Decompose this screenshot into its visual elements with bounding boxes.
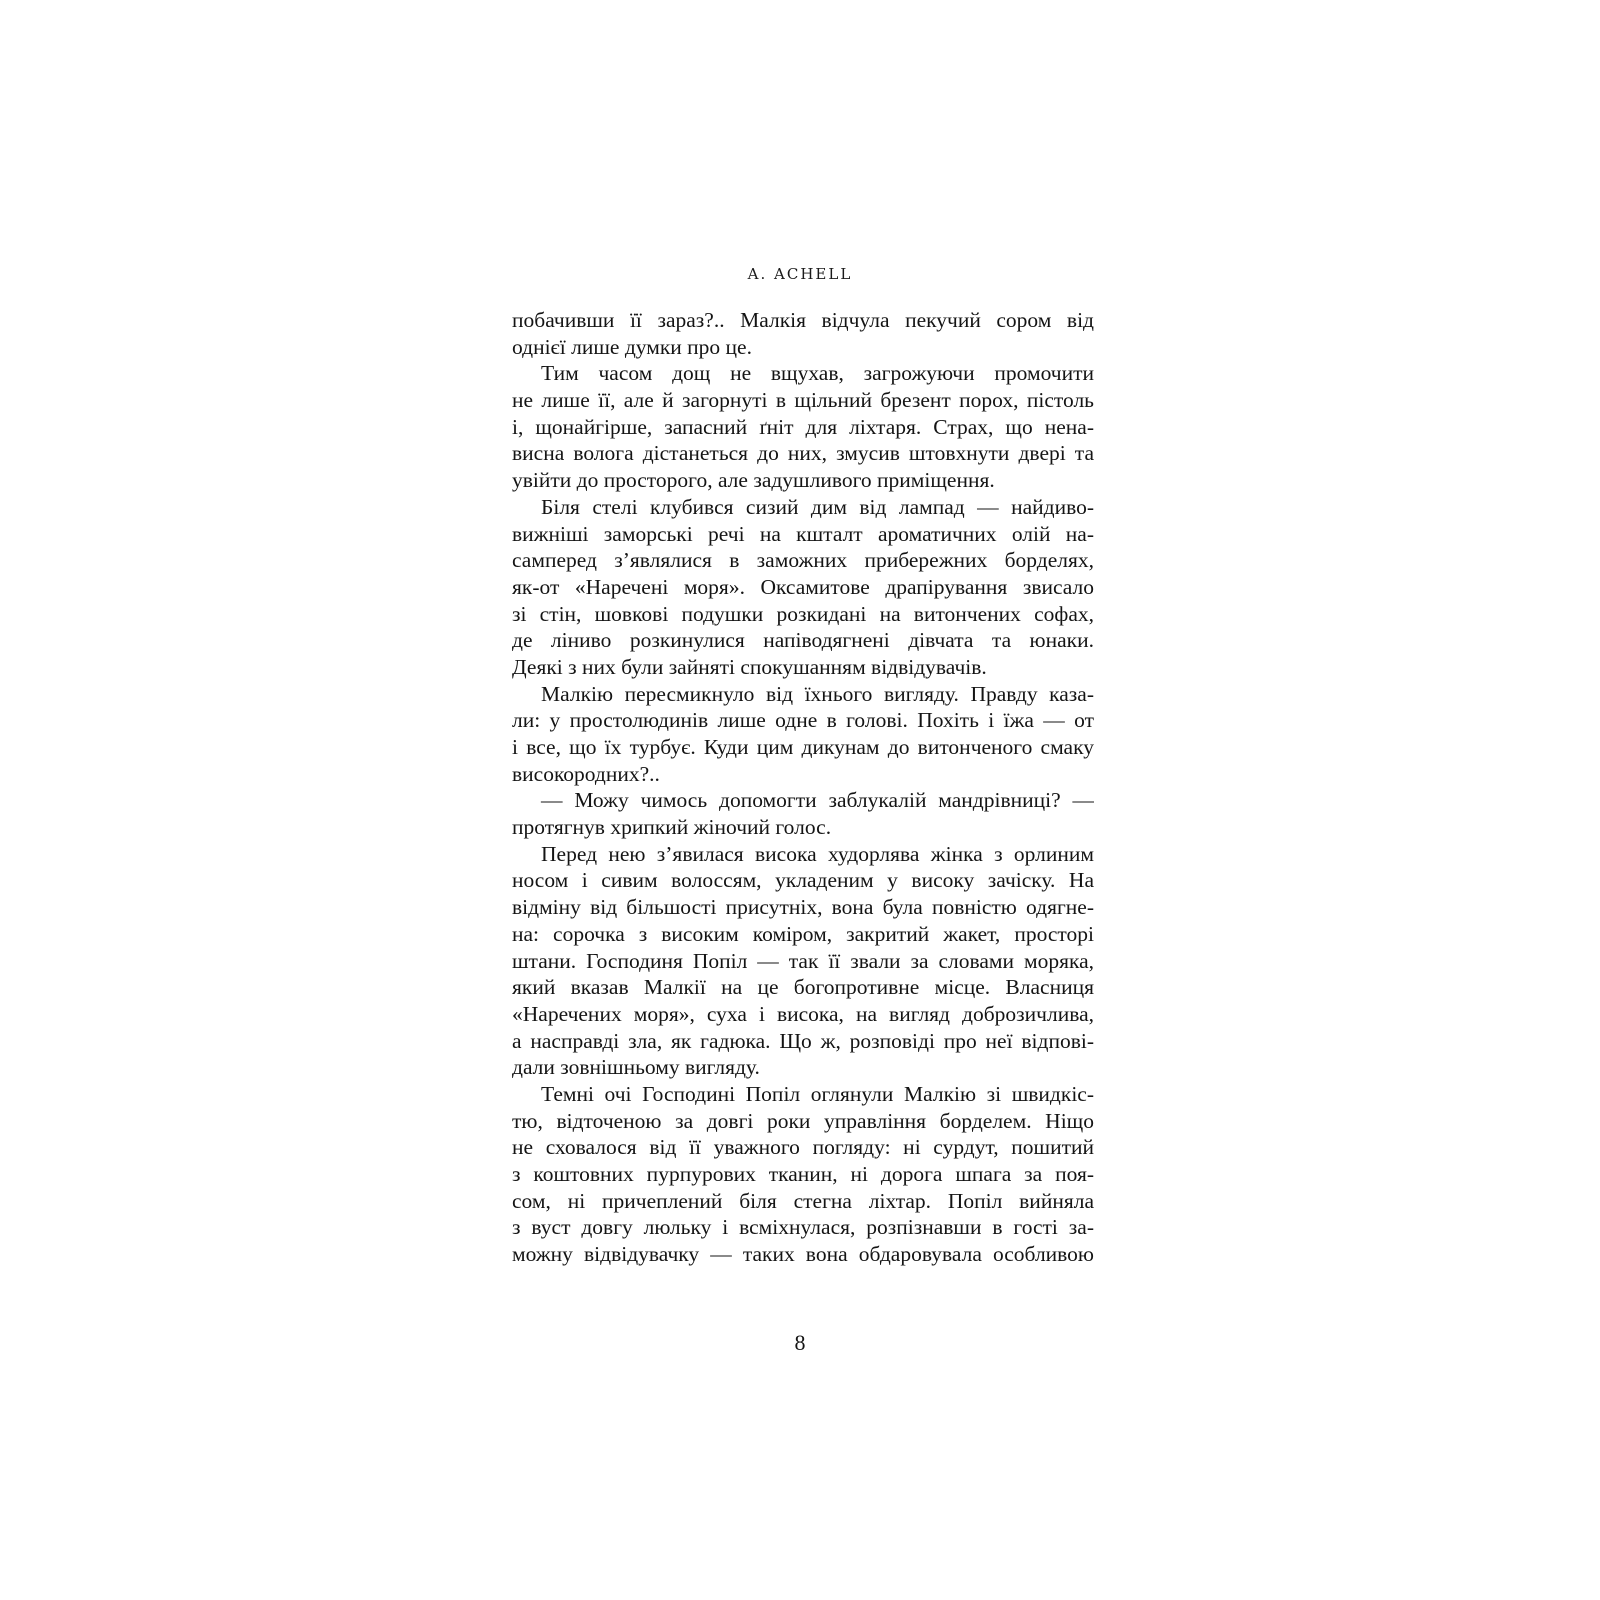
page-number: 8	[794, 1330, 806, 1355]
text-line: протягнув хрипкий жіночий голос.	[512, 815, 832, 840]
text-line: Тим часом дощ не вщухав, загрожуючи промочити	[541, 361, 1094, 386]
text-line: Малкію пересмикнуло від їхнього вигляду. Правду каза-	[541, 681, 1094, 706]
text-line: дали зовнішньому вигляду.	[512, 1055, 760, 1080]
text-line: сом, ні причеплений біля стегна ліхтар. Попіл вийняла	[512, 1188, 1094, 1213]
text-line: відміну від більшості присутніх, вона була повністю одягне-	[512, 895, 1094, 920]
text-line: і, щонайгірше, запасний ґніт для ліхтаря. Страх, що нена-	[512, 414, 1094, 439]
text-line: Біля стелі клубився сизий дим від лампад — найдиво-	[541, 494, 1094, 519]
text-line: зі стін, шовкові подушки розкидані на витончених софах,	[512, 601, 1094, 626]
text-line: не лише її, але й загорнуті в щільний брезент порох, пістоль	[512, 388, 1094, 413]
text-line: Перед нею з’явилася висока худорлява жінка з орлиним	[541, 841, 1094, 866]
text-line: — Можу чимось допомогти заблукалій мандрівниці? —	[541, 788, 1094, 813]
text-line: на: сорочка з високим коміром, закритий жакет, просторі	[512, 921, 1094, 946]
text-line: штани. Господиня Попіл — так її звали за словами моряка,	[512, 948, 1094, 973]
text-line: не сховалося від її уважного погляду: ні сурдут, пошитий	[512, 1135, 1094, 1160]
text-line: увійти до просторого, але задушливого приміщення.	[512, 468, 995, 493]
text-line: а насправді зла, як гадюка. Що ж, розповіді про неї відпові-	[512, 1028, 1094, 1053]
text-line: і все, що їх турбує. Куди цим дикунам до витонченого смаку	[512, 735, 1094, 759]
text-line: високородних?..	[512, 761, 660, 786]
text-line: висна волога дістанеться до них, змусив штовхнути двері та	[512, 441, 1094, 466]
text-line: носом і сивим волоссям, укладеним у високу зачіску. На	[512, 868, 1094, 893]
text-line: самперед з’являлися в заможних прибережних борделях,	[512, 548, 1094, 573]
text-line: з коштовних пурпурових тканин, ні дорога шпага за поя-	[512, 1162, 1094, 1186]
text-line: тю, відточеною за довгі роки управління борделем. Ніщо	[512, 1108, 1094, 1133]
text-line: з вуст довгу люльку і всміхнулася, розпізнавши в гості за-	[512, 1215, 1094, 1240]
text-line: ли: у простолюдинів лише одне в голові. Похіть і їжа — от	[512, 708, 1094, 733]
text-line: вижніші заморські речі на кшталт ароматичних олій на-	[512, 521, 1094, 546]
text-line: однієї лише думки про це.	[512, 334, 752, 359]
text-line: побачивши її зараз?.. Малкія відчула пекучий сором від	[512, 308, 1094, 332]
text-line: «Наречених моря», суха і висока, на вигляд доброзичлива,	[512, 1001, 1094, 1026]
text-line: який вказав Малкії на це богопротивне місце. Власниця	[512, 975, 1094, 1000]
running-head: A. ACHELL	[747, 265, 853, 283]
text-line: можну відвідувачку — таких вона обдаровувала особливою	[512, 1242, 1094, 1267]
text-line: Темні очі Господині Попіл оглянули Малкію зі швидкіс-	[541, 1081, 1094, 1106]
text-line: де ліниво розкинулися напіводягнені дівчата та юнаки.	[512, 628, 1094, 653]
text-line: Деякі з них були зайняті спокушанням відвідувачів.	[512, 654, 987, 679]
text-line: як-от «Наречені моря». Оксамитове драпірування звисало	[512, 574, 1094, 599]
body-text	[512, 307, 1094, 1268]
